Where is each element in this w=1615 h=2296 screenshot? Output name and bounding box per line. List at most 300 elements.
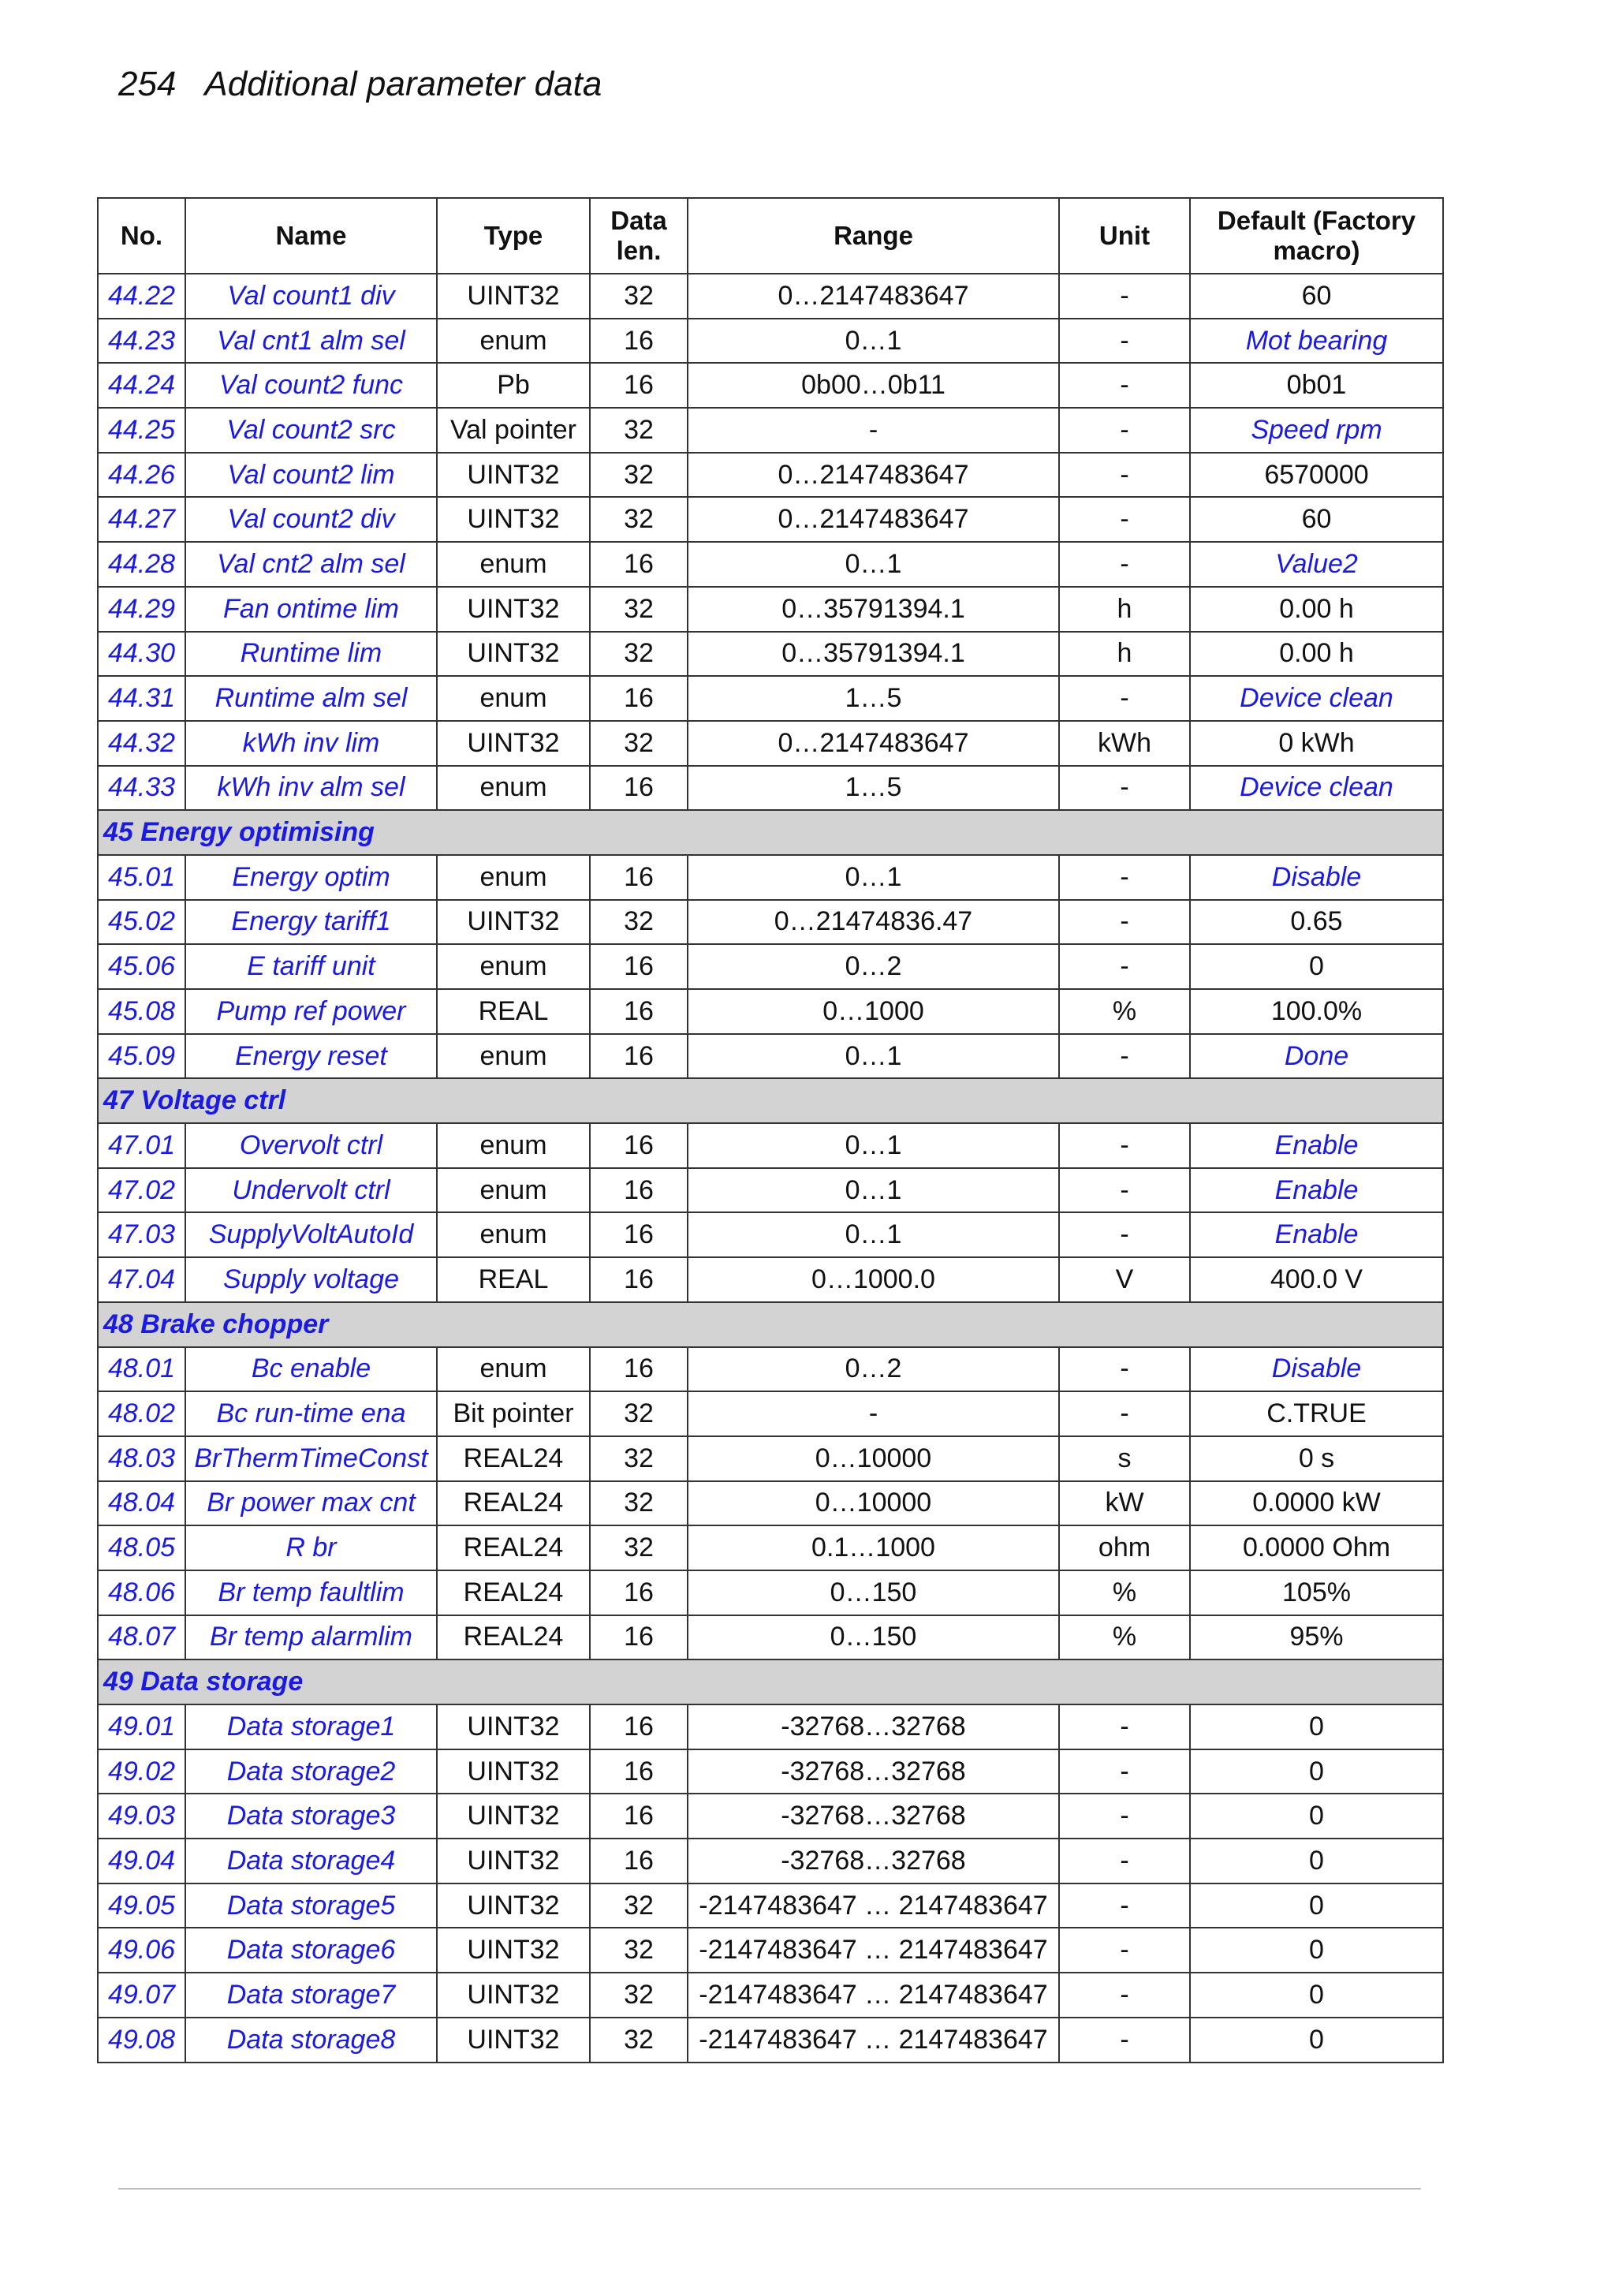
table-row xyxy=(98,1883,1443,1928)
param-range: -32768…32768 xyxy=(688,1704,1059,1749)
param-number: 48.06 xyxy=(98,1570,185,1615)
param-name: kWh inv lim xyxy=(185,721,437,766)
param-number: 47.03 xyxy=(98,1212,185,1257)
param-range: 0…10000 xyxy=(688,1481,1059,1526)
param-unit: - xyxy=(1059,319,1190,364)
param-name: Data storage3 xyxy=(185,1794,437,1839)
param-range: 0b00…0b11 xyxy=(688,363,1059,408)
table-row xyxy=(98,1749,1443,1794)
param-type: enum xyxy=(437,676,590,721)
param-number: 47.01 xyxy=(98,1123,185,1168)
table-row xyxy=(98,1034,1443,1079)
param-unit: % xyxy=(1059,1570,1190,1615)
param-unit: - xyxy=(1059,676,1190,721)
param-type: UINT32 xyxy=(437,453,590,498)
param-range: 0…1 xyxy=(688,319,1059,364)
param-number: 49.05 xyxy=(98,1883,185,1928)
param-default: 0 xyxy=(1190,1973,1443,2018)
param-number: 49.01 xyxy=(98,1704,185,1749)
table-body xyxy=(98,274,1443,2063)
param-data-len: 32 xyxy=(590,453,688,498)
param-data-len: 16 xyxy=(590,1034,688,1079)
param-default: 0 xyxy=(1190,1749,1443,1794)
param-data-len: 16 xyxy=(590,1704,688,1749)
param-name: Data storage2 xyxy=(185,1749,437,1794)
col-header-default: Default (Factory macro) xyxy=(1190,198,1443,274)
group-row xyxy=(98,1302,1443,1347)
param-number: 45.02 xyxy=(98,900,185,945)
table-row xyxy=(98,1436,1443,1481)
param-data-len: 16 xyxy=(590,1257,688,1302)
parameter-table xyxy=(97,197,1444,2063)
param-range: - xyxy=(688,408,1059,453)
table-row xyxy=(98,497,1443,542)
col-header-range: Range xyxy=(688,198,1059,274)
group-row xyxy=(98,1659,1443,1704)
param-range: 0…2 xyxy=(688,1347,1059,1392)
param-data-len: 16 xyxy=(590,855,688,900)
param-data-len: 16 xyxy=(590,1794,688,1839)
table-row xyxy=(98,1570,1443,1615)
table-row xyxy=(98,855,1443,900)
param-number: 44.31 xyxy=(98,676,185,721)
param-type: UINT32 xyxy=(437,1749,590,1794)
param-data-len: 32 xyxy=(590,274,688,319)
param-name: Data storage4 xyxy=(185,1839,437,1883)
param-type: REAL xyxy=(437,1257,590,1302)
param-number: 47.02 xyxy=(98,1168,185,1213)
param-unit: - xyxy=(1059,1391,1190,1436)
param-unit: - xyxy=(1059,1839,1190,1883)
param-type: enum xyxy=(437,855,590,900)
table-row xyxy=(98,1928,1443,1973)
table-row xyxy=(98,1347,1443,1392)
table-header-row xyxy=(98,198,1443,274)
table-row xyxy=(98,274,1443,319)
param-number: 49.08 xyxy=(98,2018,185,2063)
param-default: 0.0000 kW xyxy=(1190,1481,1443,1526)
param-type: UINT32 xyxy=(437,1883,590,1928)
param-data-len: 16 xyxy=(590,1347,688,1392)
param-data-len: 32 xyxy=(590,1928,688,1973)
param-default: 60 xyxy=(1190,274,1443,319)
param-default: 95% xyxy=(1190,1615,1443,1660)
param-type: UINT32 xyxy=(437,721,590,766)
table-row xyxy=(98,363,1443,408)
param-data-len: 32 xyxy=(590,1436,688,1481)
param-default: Enable xyxy=(1190,1123,1443,1168)
param-unit: - xyxy=(1059,408,1190,453)
table-row xyxy=(98,1615,1443,1660)
param-unit: - xyxy=(1059,2018,1190,2063)
param-type: UINT32 xyxy=(437,1928,590,1973)
param-name: Val count2 func xyxy=(185,363,437,408)
page-number: 254 xyxy=(118,65,177,103)
table-row xyxy=(98,542,1443,587)
param-data-len: 16 xyxy=(590,1570,688,1615)
param-range: -2147483647 … 2147483647 xyxy=(688,1928,1059,1973)
param-number: 45.08 xyxy=(98,989,185,1034)
param-name: Fan ontime lim xyxy=(185,587,437,632)
param-default: 0 xyxy=(1190,1928,1443,1973)
param-range: 0.1…1000 xyxy=(688,1525,1059,1570)
param-default: Enable xyxy=(1190,1168,1443,1213)
table-row xyxy=(98,587,1443,632)
param-type: enum xyxy=(437,766,590,811)
group-row xyxy=(98,1078,1443,1123)
param-number: 48.07 xyxy=(98,1615,185,1660)
param-unit: ohm xyxy=(1059,1525,1190,1570)
param-name: R br xyxy=(185,1525,437,1570)
param-unit: % xyxy=(1059,989,1190,1034)
page-title: Additional parameter data xyxy=(204,65,602,103)
param-name: Val cnt2 alm sel xyxy=(185,542,437,587)
param-type: enum xyxy=(437,542,590,587)
param-data-len: 16 xyxy=(590,676,688,721)
param-data-len: 16 xyxy=(590,989,688,1034)
table-row xyxy=(98,721,1443,766)
param-data-len: 32 xyxy=(590,632,688,677)
param-default: 0.00 h xyxy=(1190,632,1443,677)
param-range: 0…10000 xyxy=(688,1436,1059,1481)
param-range: 0…1 xyxy=(688,1212,1059,1257)
param-type: REAL xyxy=(437,989,590,1034)
param-data-len: 32 xyxy=(590,1525,688,1570)
param-number: 44.25 xyxy=(98,408,185,453)
table-row xyxy=(98,944,1443,989)
param-default: 0b01 xyxy=(1190,363,1443,408)
param-data-len: 32 xyxy=(590,1883,688,1928)
param-unit: - xyxy=(1059,1034,1190,1079)
col-header-type: Type xyxy=(437,198,590,274)
col-header-data-len: Data len. xyxy=(590,198,688,274)
param-range: -32768…32768 xyxy=(688,1839,1059,1883)
param-range: 0…2147483647 xyxy=(688,274,1059,319)
param-default: Device clean xyxy=(1190,766,1443,811)
param-range: 0…35791394.1 xyxy=(688,587,1059,632)
param-unit: kW xyxy=(1059,1481,1190,1526)
param-name: BrThermTimeConst xyxy=(185,1436,437,1481)
param-unit: - xyxy=(1059,1928,1190,1973)
param-range: 0…1000.0 xyxy=(688,1257,1059,1302)
param-name: SupplyVoltAutoId xyxy=(185,1212,437,1257)
param-type: UINT32 xyxy=(437,632,590,677)
param-range: 1…5 xyxy=(688,766,1059,811)
param-unit: - xyxy=(1059,766,1190,811)
param-default: 0 xyxy=(1190,2018,1443,2063)
param-name: Pump ref power xyxy=(185,989,437,1034)
param-range: 0…1 xyxy=(688,1123,1059,1168)
param-default: Disable xyxy=(1190,855,1443,900)
param-range: -2147483647 … 2147483647 xyxy=(688,2018,1059,2063)
param-default: 0 xyxy=(1190,1794,1443,1839)
param-type: enum xyxy=(437,944,590,989)
param-unit: % xyxy=(1059,1615,1190,1660)
param-unit: kWh xyxy=(1059,721,1190,766)
param-unit: - xyxy=(1059,1123,1190,1168)
param-number: 48.03 xyxy=(98,1436,185,1481)
param-range: 0…1 xyxy=(688,1034,1059,1079)
param-number: 49.02 xyxy=(98,1749,185,1794)
param-number: 44.30 xyxy=(98,632,185,677)
param-name: Br temp faultlim xyxy=(185,1570,437,1615)
param-data-len: 16 xyxy=(590,363,688,408)
table-row xyxy=(98,1168,1443,1213)
param-range: 1…5 xyxy=(688,676,1059,721)
param-data-len: 16 xyxy=(590,944,688,989)
param-name: Br power max cnt xyxy=(185,1481,437,1526)
param-type: REAL24 xyxy=(437,1481,590,1526)
param-default: Disable xyxy=(1190,1347,1443,1392)
param-name: Data storage1 xyxy=(185,1704,437,1749)
param-default: 0 xyxy=(1190,1839,1443,1883)
param-type: UINT32 xyxy=(437,587,590,632)
param-unit: - xyxy=(1059,944,1190,989)
param-default: 0 xyxy=(1190,944,1443,989)
param-number: 44.22 xyxy=(98,274,185,319)
param-data-len: 16 xyxy=(590,542,688,587)
param-default: Mot bearing xyxy=(1190,319,1443,364)
param-type: UINT32 xyxy=(437,1839,590,1883)
param-type: REAL24 xyxy=(437,1615,590,1660)
page-header xyxy=(118,65,602,104)
param-data-len: 16 xyxy=(590,1615,688,1660)
param-unit: - xyxy=(1059,274,1190,319)
param-name: Bc enable xyxy=(185,1347,437,1392)
param-name: Val count2 lim xyxy=(185,453,437,498)
param-data-len: 32 xyxy=(590,2018,688,2063)
param-unit: - xyxy=(1059,542,1190,587)
param-default: 0 kWh xyxy=(1190,721,1443,766)
param-name: kWh inv alm sel xyxy=(185,766,437,811)
param-range: 0…150 xyxy=(688,1570,1059,1615)
param-name: Energy optim xyxy=(185,855,437,900)
param-data-len: 32 xyxy=(590,587,688,632)
param-range: 0…2 xyxy=(688,944,1059,989)
param-number: 44.24 xyxy=(98,363,185,408)
param-name: Val count1 div xyxy=(185,274,437,319)
param-name: Supply voltage xyxy=(185,1257,437,1302)
param-type: Pb xyxy=(437,363,590,408)
param-range: -2147483647 … 2147483647 xyxy=(688,1883,1059,1928)
param-name: Data storage8 xyxy=(185,2018,437,2063)
param-default: Speed rpm xyxy=(1190,408,1443,453)
param-type: REAL24 xyxy=(437,1570,590,1615)
param-number: 45.06 xyxy=(98,944,185,989)
param-number: 44.27 xyxy=(98,497,185,542)
param-range: 0…150 xyxy=(688,1615,1059,1660)
param-name: Bc run-time ena xyxy=(185,1391,437,1436)
param-type: UINT32 xyxy=(437,497,590,542)
param-name: Data storage7 xyxy=(185,1973,437,2018)
param-range: - xyxy=(688,1391,1059,1436)
param-default: 0.65 xyxy=(1190,900,1443,945)
col-header-no: No. xyxy=(98,198,185,274)
param-range: 0…1 xyxy=(688,855,1059,900)
table-row xyxy=(98,1525,1443,1570)
param-range: -32768…32768 xyxy=(688,1749,1059,1794)
param-number: 44.26 xyxy=(98,453,185,498)
param-data-len: 32 xyxy=(590,900,688,945)
table-row xyxy=(98,319,1443,364)
table-row xyxy=(98,1123,1443,1168)
param-name: Energy tariff1 xyxy=(185,900,437,945)
param-number: 48.02 xyxy=(98,1391,185,1436)
param-default: Value2 xyxy=(1190,542,1443,587)
col-header-unit: Unit xyxy=(1059,198,1190,274)
param-range: -32768…32768 xyxy=(688,1794,1059,1839)
param-type: Val pointer xyxy=(437,408,590,453)
param-unit: - xyxy=(1059,1794,1190,1839)
param-number: 49.06 xyxy=(98,1928,185,1973)
table-row xyxy=(98,1212,1443,1257)
param-number: 44.33 xyxy=(98,766,185,811)
param-unit: - xyxy=(1059,1212,1190,1257)
param-type: enum xyxy=(437,1168,590,1213)
param-data-len: 16 xyxy=(590,1168,688,1213)
param-range: 0…35791394.1 xyxy=(688,632,1059,677)
param-unit: - xyxy=(1059,1883,1190,1928)
param-unit: - xyxy=(1059,1973,1190,2018)
param-data-len: 16 xyxy=(590,319,688,364)
param-type: Bit pointer xyxy=(437,1391,590,1436)
param-data-len: 32 xyxy=(590,497,688,542)
param-data-len: 32 xyxy=(590,721,688,766)
param-type: UINT32 xyxy=(437,274,590,319)
param-type: enum xyxy=(437,1347,590,1392)
param-type: REAL24 xyxy=(437,1525,590,1570)
param-type: UINT32 xyxy=(437,1704,590,1749)
param-range: 0…2147483647 xyxy=(688,453,1059,498)
param-unit: s xyxy=(1059,1436,1190,1481)
param-default: C.TRUE xyxy=(1190,1391,1443,1436)
table-row xyxy=(98,766,1443,811)
param-number: 44.29 xyxy=(98,587,185,632)
table-row xyxy=(98,1391,1443,1436)
param-name: Overvolt ctrl xyxy=(185,1123,437,1168)
param-range: 0…2147483647 xyxy=(688,721,1059,766)
param-name: Undervolt ctrl xyxy=(185,1168,437,1213)
group-title: 45 Energy optimising xyxy=(98,810,1443,855)
table-row xyxy=(98,1973,1443,2018)
param-data-len: 16 xyxy=(590,1749,688,1794)
param-data-len: 16 xyxy=(590,1212,688,1257)
param-range: 0…2147483647 xyxy=(688,497,1059,542)
param-unit: - xyxy=(1059,855,1190,900)
param-default: 0.00 h xyxy=(1190,587,1443,632)
param-number: 44.28 xyxy=(98,542,185,587)
table-row xyxy=(98,1481,1443,1526)
param-default: 60 xyxy=(1190,497,1443,542)
param-default: Device clean xyxy=(1190,676,1443,721)
param-number: 48.04 xyxy=(98,1481,185,1526)
param-name: Data storage6 xyxy=(185,1928,437,1973)
param-name: E tariff unit xyxy=(185,944,437,989)
table-row xyxy=(98,408,1443,453)
param-type: REAL24 xyxy=(437,1436,590,1481)
param-data-len: 32 xyxy=(590,1481,688,1526)
param-name: Val count2 div xyxy=(185,497,437,542)
param-number: 49.07 xyxy=(98,1973,185,2018)
param-data-len: 32 xyxy=(590,1973,688,2018)
footer-rule xyxy=(118,2188,1421,2190)
group-title: 47 Voltage ctrl xyxy=(98,1078,1443,1123)
group-title: 49 Data storage xyxy=(98,1659,1443,1704)
table-row xyxy=(98,1839,1443,1883)
param-name: Data storage5 xyxy=(185,1883,437,1928)
param-number: 44.23 xyxy=(98,319,185,364)
param-type: enum xyxy=(437,319,590,364)
group-row xyxy=(98,810,1443,855)
param-unit: - xyxy=(1059,1749,1190,1794)
table-row xyxy=(98,2018,1443,2063)
param-name: Br temp alarmlim xyxy=(185,1615,437,1660)
param-data-len: 32 xyxy=(590,1391,688,1436)
group-title: 48 Brake chopper xyxy=(98,1302,1443,1347)
param-type: UINT32 xyxy=(437,1973,590,2018)
param-default: 105% xyxy=(1190,1570,1443,1615)
param-range: 0…1 xyxy=(688,542,1059,587)
param-number: 49.04 xyxy=(98,1839,185,1883)
param-unit: - xyxy=(1059,1347,1190,1392)
param-number: 49.03 xyxy=(98,1794,185,1839)
table-row xyxy=(98,989,1443,1034)
param-unit: - xyxy=(1059,1168,1190,1213)
param-name: Runtime lim xyxy=(185,632,437,677)
table-row xyxy=(98,900,1443,945)
param-number: 48.01 xyxy=(98,1347,185,1392)
param-default: 0 s xyxy=(1190,1436,1443,1481)
param-range: 0…1 xyxy=(688,1168,1059,1213)
param-name: Energy reset xyxy=(185,1034,437,1079)
param-range: 0…21474836.47 xyxy=(688,900,1059,945)
param-unit: - xyxy=(1059,497,1190,542)
param-type: UINT32 xyxy=(437,2018,590,2063)
param-type: enum xyxy=(437,1034,590,1079)
param-range: -2147483647 … 2147483647 xyxy=(688,1973,1059,2018)
param-data-len: 16 xyxy=(590,1123,688,1168)
param-default: 0.0000 Ohm xyxy=(1190,1525,1443,1570)
param-default: 0 xyxy=(1190,1704,1443,1749)
param-name: Runtime alm sel xyxy=(185,676,437,721)
param-unit: h xyxy=(1059,587,1190,632)
param-unit: - xyxy=(1059,1704,1190,1749)
table-row xyxy=(98,1257,1443,1302)
table-row xyxy=(98,676,1443,721)
param-type: UINT32 xyxy=(437,900,590,945)
param-default: 0 xyxy=(1190,1883,1443,1928)
param-unit: V xyxy=(1059,1257,1190,1302)
param-data-len: 16 xyxy=(590,1839,688,1883)
param-default: Enable xyxy=(1190,1212,1443,1257)
param-default: 6570000 xyxy=(1190,453,1443,498)
param-unit: - xyxy=(1059,900,1190,945)
param-unit: - xyxy=(1059,453,1190,498)
param-unit: - xyxy=(1059,363,1190,408)
param-default: 100.0% xyxy=(1190,989,1443,1034)
param-number: 45.01 xyxy=(98,855,185,900)
param-type: UINT32 xyxy=(437,1794,590,1839)
param-default: Done xyxy=(1190,1034,1443,1079)
param-data-len: 16 xyxy=(590,766,688,811)
param-range: 0…1000 xyxy=(688,989,1059,1034)
param-name: Val count2 src xyxy=(185,408,437,453)
param-number: 45.09 xyxy=(98,1034,185,1079)
param-number: 48.05 xyxy=(98,1525,185,1570)
table-row xyxy=(98,1704,1443,1749)
param-type: enum xyxy=(437,1123,590,1168)
table-row xyxy=(98,632,1443,677)
